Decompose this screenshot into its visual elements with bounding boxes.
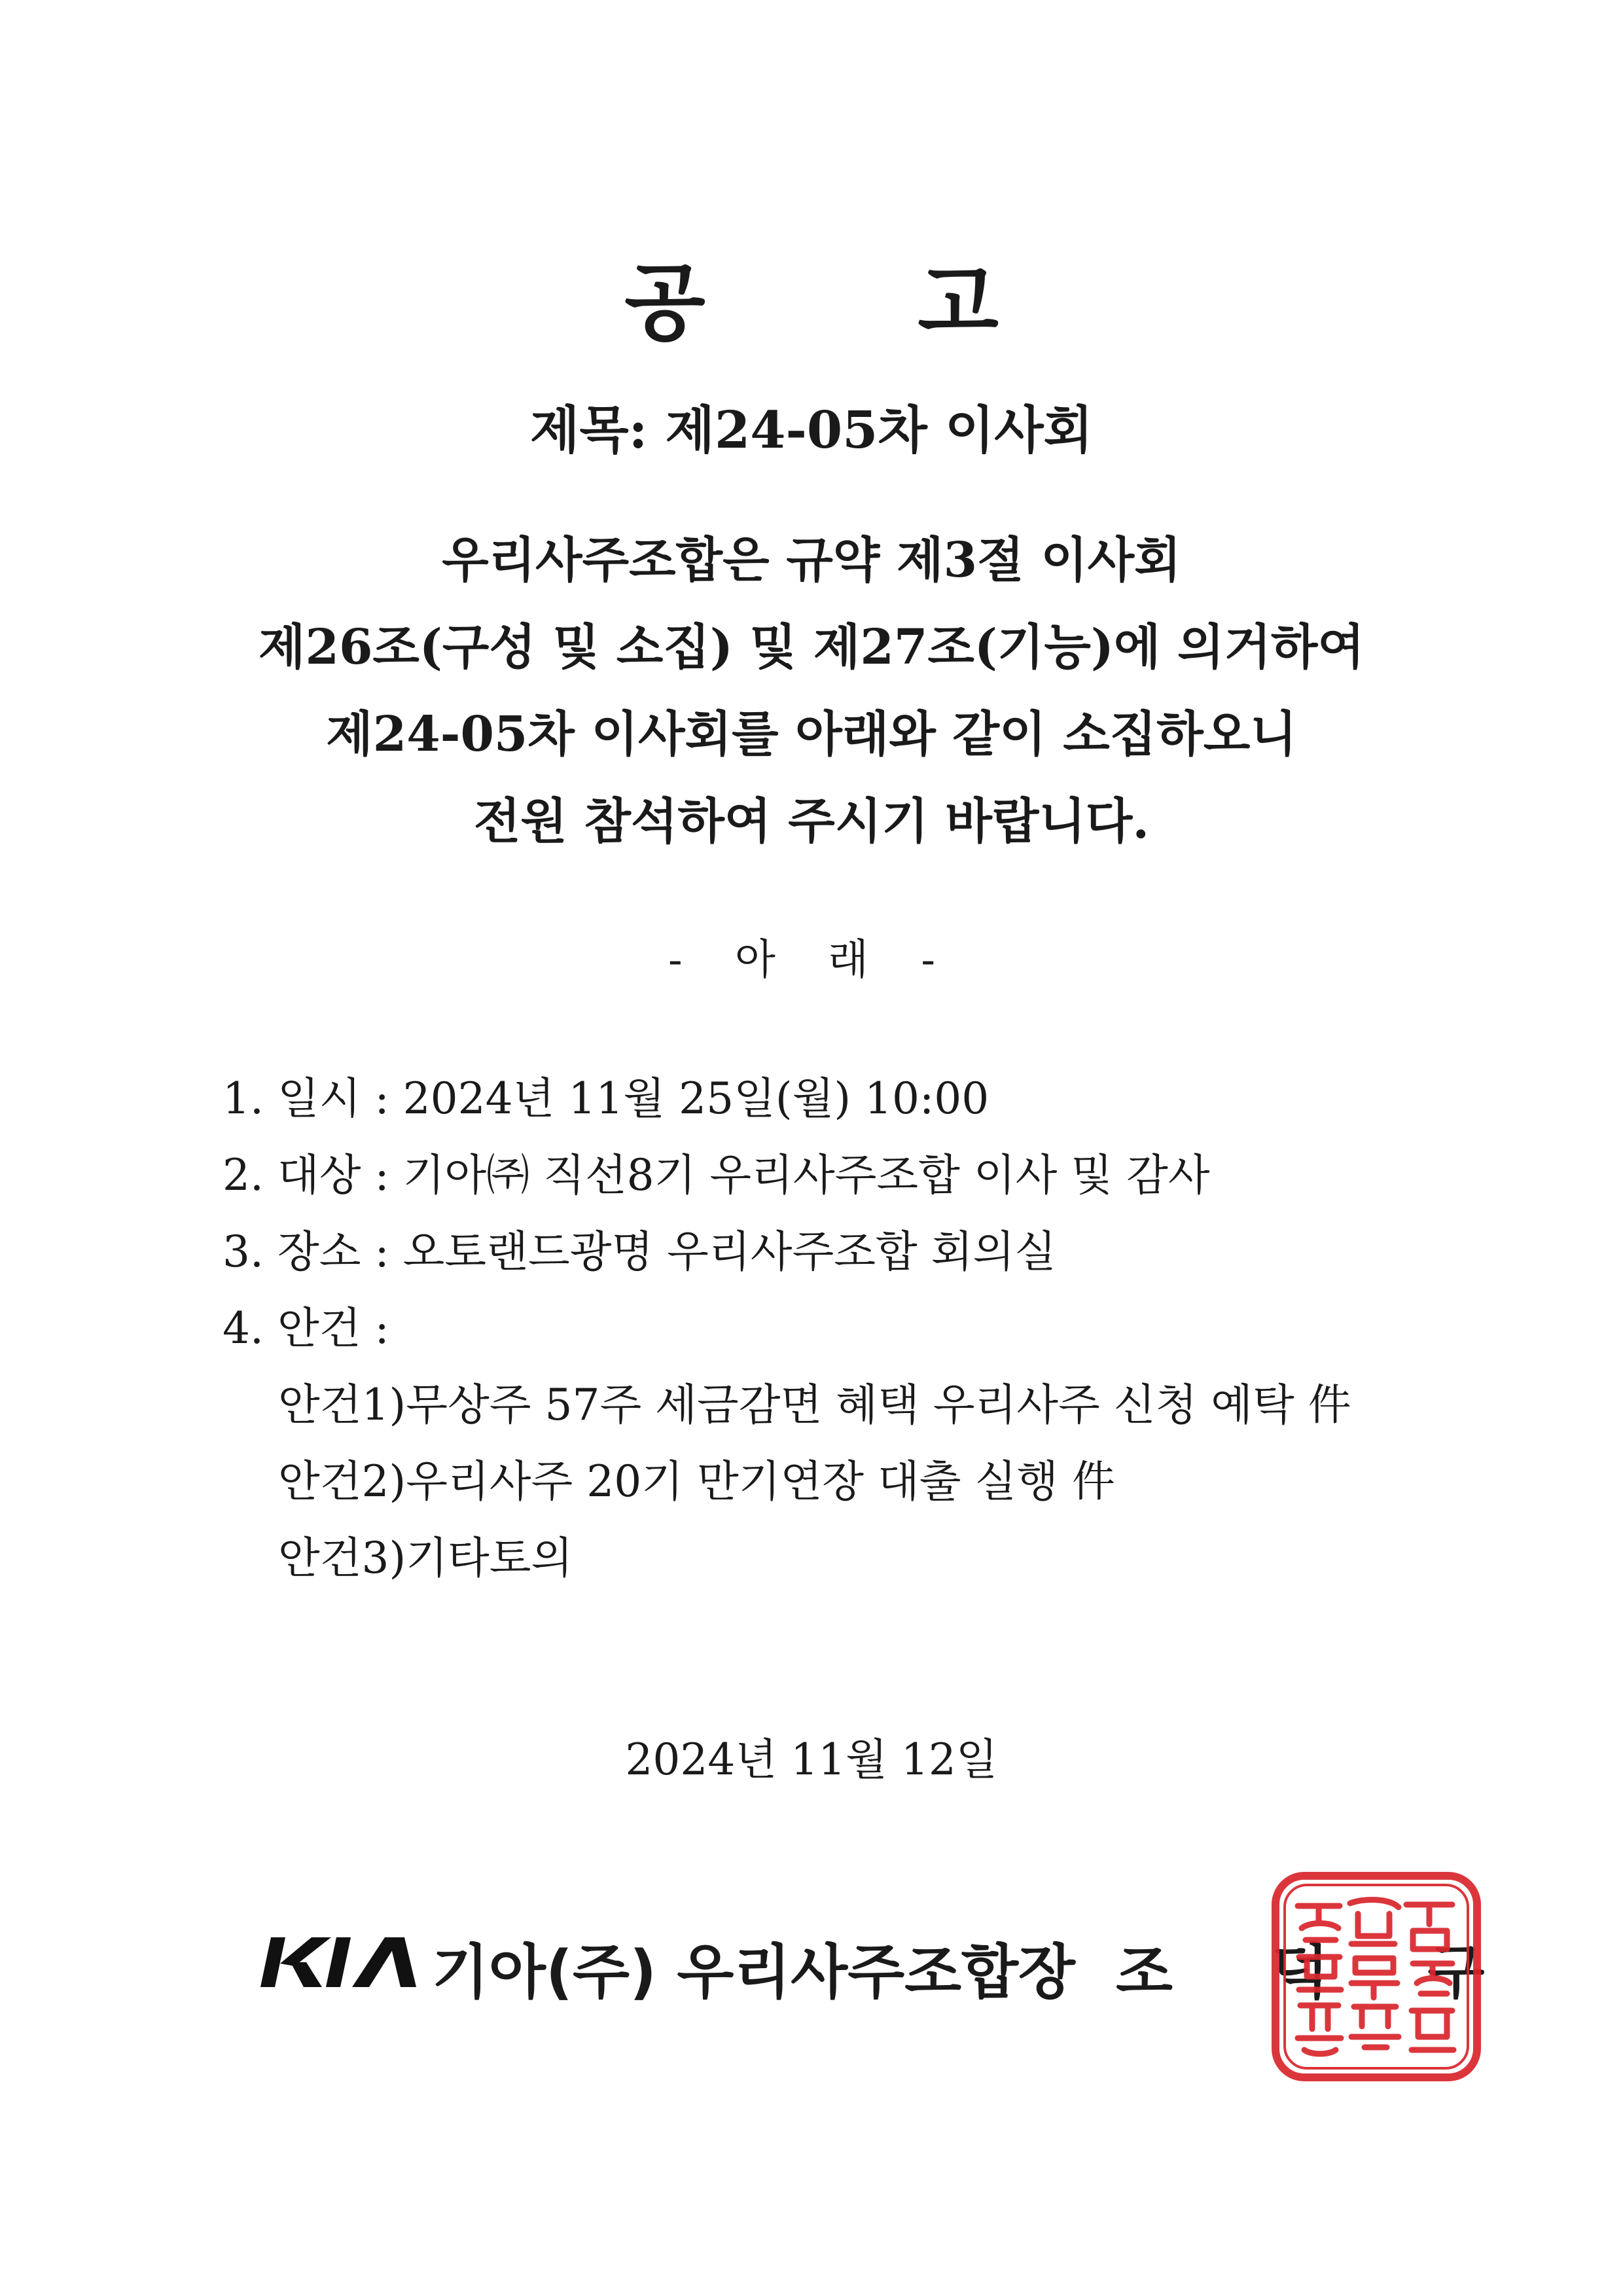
notice-body: [0, 517, 1623, 865]
item-label: 4. 안건 :: [223, 1303, 389, 1354]
agenda-item: 안건1)무상주 57주 세금감면 혜택 우리사주 신청 예탁 件: [278, 1380, 1351, 1430]
item-value: 기아㈜ 직선8기 우리사주조합 이사 및 감사: [402, 1150, 1210, 1200]
kia-logo: [260, 1936, 421, 1988]
item-value: 오토랜드광명 우리사주조합 회의실: [402, 1227, 1056, 1277]
item-label: 1. 일시 :: [223, 1073, 389, 1124]
body-line: 제26조(구성 및 소집) 및 제27조(기능)에 의거하여: [258, 619, 1365, 675]
item-target: [223, 1140, 1210, 1202]
official-seal-stamp: [1266, 1865, 1489, 2088]
below-marker: - 아 래 -: [668, 936, 955, 984]
item-agenda: [223, 1293, 389, 1355]
issue-date: 2024년 11월 12일: [625, 1734, 998, 1785]
body-line: 전원 참석하여 주시기 바랍니다.: [473, 793, 1150, 850]
item-label: 3. 장소 :: [223, 1227, 389, 1277]
page-title: 공 고: [624, 255, 1090, 352]
body-line: 우리사주조합은 규약 제3절 이사회: [442, 532, 1181, 588]
item-value: 2024년 11월 25일(월) 10:00: [402, 1073, 990, 1124]
item-datetime: [223, 1064, 989, 1126]
body-line: 제24-05차 이사회를 아래와 같이 소집하오니: [326, 706, 1297, 762]
signature-organization: 기아(주) 우리사주조합장: [432, 1938, 1075, 2007]
item-location: [223, 1217, 1056, 1279]
subject-line: 제목: 제24-05차 이사회: [529, 401, 1093, 460]
agenda-item: 안건3)기타토의: [278, 1533, 573, 1583]
item-label: 2. 대상 :: [223, 1150, 389, 1200]
signature-name: 조 덕 구: [1116, 1938, 1524, 2007]
agenda-item: 안건2)우리사주 20기 만기연장 대출 실행 件: [278, 1456, 1115, 1507]
